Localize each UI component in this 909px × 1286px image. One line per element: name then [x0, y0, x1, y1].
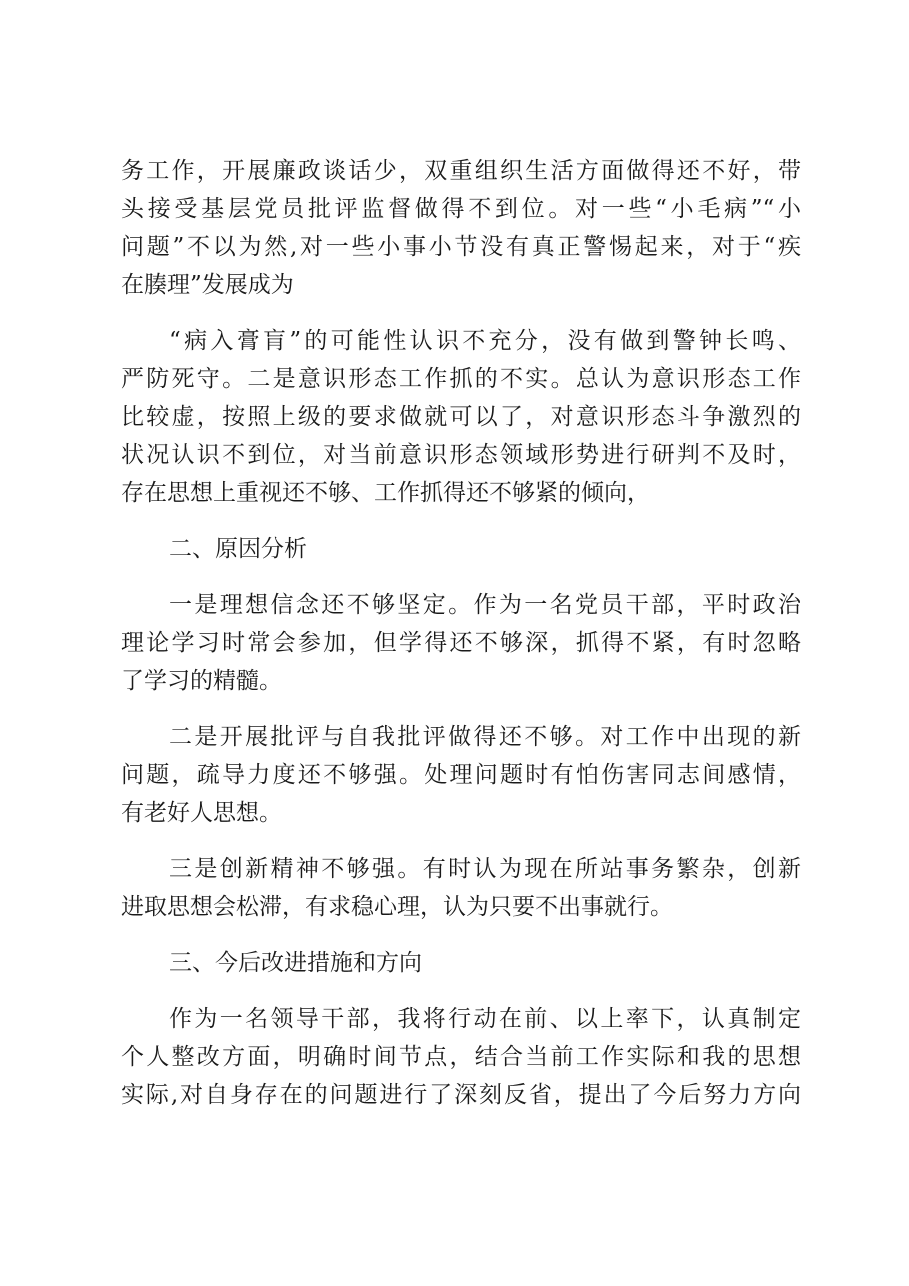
text-line: 三是创新精神不够强。有时认为现在所站事务繁杂，创新 [169, 856, 801, 882]
paragraph [121, 718, 801, 832]
paragraph [121, 322, 801, 512]
text-line: 在腠理”发展成为 [121, 272, 294, 298]
text-line: 有老好人思想。 [121, 800, 282, 826]
text-line: “病入膏肓”的可能性认识不充分，没有做到警钟长鸣、 [169, 328, 801, 354]
text-line: 务工作，开展廉政谈话少，双重组织生活方面做得还不好，带 [121, 158, 801, 184]
text-line: 实际,对自身存在的问题进行了深刻反省，提出了今后努力方向 [121, 1082, 801, 1108]
paragraph [121, 850, 801, 926]
paragraph [121, 152, 801, 304]
text-line: 头接受基层党员批评监督做得不到位。对一些“小毛病”“小 [121, 196, 801, 222]
text-line: 了学习的精髓。 [121, 668, 282, 694]
text-line: 问题”不以为然,对一些小事小节没有真正警惕起来，对于“疾 [121, 234, 801, 260]
heading-text: 二、原因分析 [169, 536, 307, 562]
heading-text: 三、今后改进措施和方向 [169, 950, 422, 976]
text-line: 理论学习时常会参加，但学得还不够深，抓得不紧，有时忽略 [121, 630, 801, 656]
text-line: 比较虚，按照上级的要求做就可以了，对意识形态斗争激烈的 [121, 404, 801, 430]
text-line: 一是理想信念还不够坚定。作为一名党员干部，平时政治 [169, 592, 801, 618]
document-body [121, 152, 801, 1114]
paragraph [121, 586, 801, 700]
text-line: 作为一名领导干部，我将行动在前、以上率下，认真制定 [169, 1006, 801, 1032]
text-line: 存在思想上重视还不够、工作抓得还不够紧的倾向， [121, 480, 650, 506]
section-heading [121, 944, 801, 982]
text-line: 个人整改方面，明确时间节点，结合当前工作实际和我的思想 [121, 1044, 801, 1070]
text-line: 严防死守。二是意识形态工作抓的不实。总认为意识形态工作 [121, 366, 801, 392]
section-heading [121, 530, 801, 568]
text-line: 问题，疏导力度还不够强。处理问题时有怕伤害同志间感情， [121, 762, 801, 788]
paragraph [121, 1000, 801, 1114]
text-line: 状况认识不到位，对当前意识形态领域形势进行研判不及时， [121, 442, 801, 468]
text-line: 进取思想会松滞，有求稳心理，认为只要不出事就行。 [121, 894, 673, 920]
text-line: 二是开展批评与自我批评做得还不够。对工作中出现的新 [169, 724, 801, 750]
